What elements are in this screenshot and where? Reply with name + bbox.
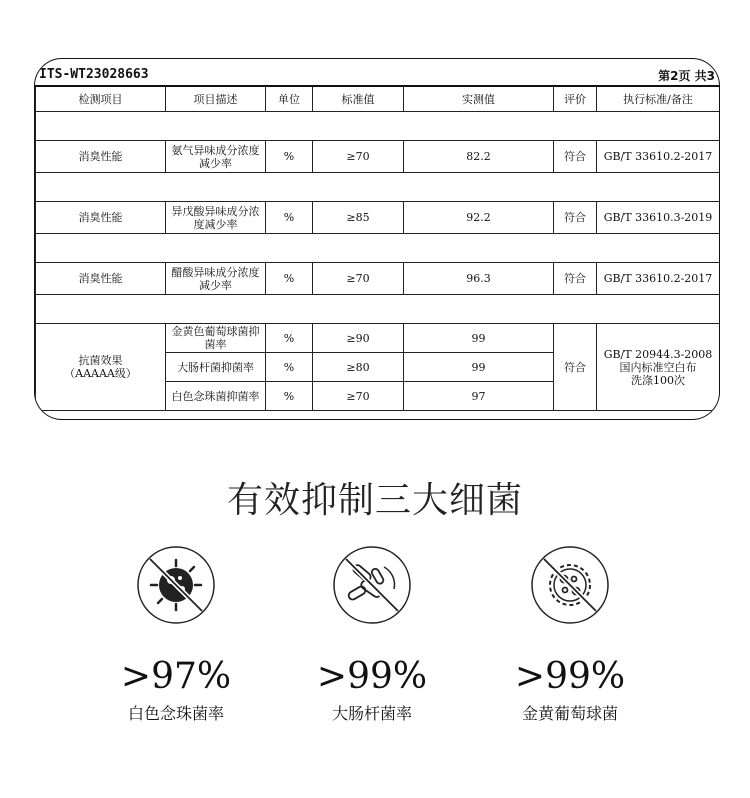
note-cell bbox=[597, 324, 720, 411]
stat-value: >99% bbox=[514, 656, 626, 697]
test-report-card bbox=[34, 58, 720, 420]
unit-cell: % bbox=[266, 202, 313, 234]
desc-cell: 大肠杆菌抑菌率 bbox=[166, 353, 266, 382]
stat-value: >99% bbox=[316, 656, 428, 697]
table-row bbox=[36, 141, 720, 173]
measured-cell: 99 bbox=[404, 353, 554, 382]
desc-cell: 氨气异味成分浓度减少率 bbox=[166, 141, 266, 173]
table-header-row bbox=[36, 86, 720, 112]
desc-cell: 金黄色葡萄球菌抑菌率 bbox=[166, 324, 266, 353]
desc-cell: 白色念珠菌抑菌率 bbox=[166, 382, 266, 411]
standard-cell: ≥90 bbox=[313, 324, 404, 353]
unit-cell: % bbox=[266, 141, 313, 173]
standard-cell: ≥70 bbox=[313, 263, 404, 295]
item-cell: 消臭性能 bbox=[36, 202, 166, 234]
virus-crossed-icon bbox=[136, 545, 216, 625]
note-cell: GB/T 33610.2-2017 bbox=[597, 263, 720, 295]
unit-cell: % bbox=[266, 263, 313, 295]
desc-cell: 异戊酸异味成分浓度减少率 bbox=[166, 202, 266, 234]
column-header: 项目描述 bbox=[166, 86, 266, 112]
report-header bbox=[35, 65, 719, 83]
table-row bbox=[36, 324, 720, 353]
column-header: 执行标准/备注 bbox=[597, 86, 720, 112]
note-cell: GB/T 33610.3-2019 bbox=[597, 202, 720, 234]
eval-cell: 符合 bbox=[554, 202, 597, 234]
antibacterial-grade: （AAAAA级） bbox=[64, 367, 137, 380]
cocci-crossed-icon bbox=[530, 545, 610, 625]
stat-candida bbox=[96, 545, 256, 724]
item-cell: 消臭性能 bbox=[36, 141, 166, 173]
bacteria-rods-crossed-icon bbox=[332, 545, 412, 625]
spacer-row bbox=[36, 173, 720, 202]
column-header: 实测值 bbox=[404, 86, 554, 112]
standard-cell: ≥70 bbox=[313, 141, 404, 173]
column-header: 检测项目 bbox=[36, 86, 166, 112]
antibacterial-item-cell bbox=[36, 324, 166, 411]
note-fabric: 国内标准空白布 bbox=[619, 360, 697, 374]
standard-cell: ≥80 bbox=[313, 353, 404, 382]
spacer-row bbox=[36, 112, 720, 141]
headline: 有效抑制三大细菌 bbox=[226, 480, 523, 521]
column-header: 标准值 bbox=[313, 86, 404, 112]
standard-cell: ≥70 bbox=[313, 382, 404, 411]
stat-label: 大肠杆菌率 bbox=[331, 704, 412, 723]
standard-cell: ≥85 bbox=[313, 202, 404, 234]
measured-cell: 92.2 bbox=[404, 202, 554, 234]
eval-cell: 符合 bbox=[554, 141, 597, 173]
table-row bbox=[36, 263, 720, 295]
stat-staph bbox=[490, 545, 650, 724]
unit-cell: % bbox=[266, 353, 313, 382]
eval-cell: 符合 bbox=[554, 324, 597, 411]
measured-cell: 97 bbox=[404, 382, 554, 411]
eval-cell: 符合 bbox=[554, 263, 597, 295]
unit-cell: % bbox=[266, 324, 313, 353]
desc-cell: 醋酸异味成分浓度减少率 bbox=[166, 263, 266, 295]
column-header: 单位 bbox=[266, 86, 313, 112]
measured-cell: 82.2 bbox=[404, 141, 554, 173]
spacer-row bbox=[36, 234, 720, 263]
antibacterial-item: 抗菌效果 bbox=[78, 354, 123, 367]
stat-label: 白色念珠菌率 bbox=[127, 704, 224, 723]
measured-cell: 96.3 bbox=[404, 263, 554, 295]
note-wash: 洗涤100次 bbox=[631, 373, 685, 387]
report-number: ITS-WT23028663 bbox=[39, 67, 149, 82]
test-results-table bbox=[35, 85, 720, 411]
stat-e-coli bbox=[292, 545, 452, 724]
unit-cell: % bbox=[266, 382, 313, 411]
stat-label: 金黄葡萄球菌 bbox=[521, 704, 618, 723]
note-cell: GB/T 33610.2-2017 bbox=[597, 141, 720, 173]
table-row bbox=[36, 202, 720, 234]
note-standard: GB/T 20944.3-2008 bbox=[603, 347, 713, 361]
item-cell: 消臭性能 bbox=[36, 263, 166, 295]
measured-cell: 99 bbox=[404, 324, 554, 353]
column-header: 评价 bbox=[554, 86, 597, 112]
stat-value: >97% bbox=[120, 656, 232, 697]
spacer-row bbox=[36, 295, 720, 324]
page-indicator: 第2页 共3 bbox=[658, 69, 715, 83]
